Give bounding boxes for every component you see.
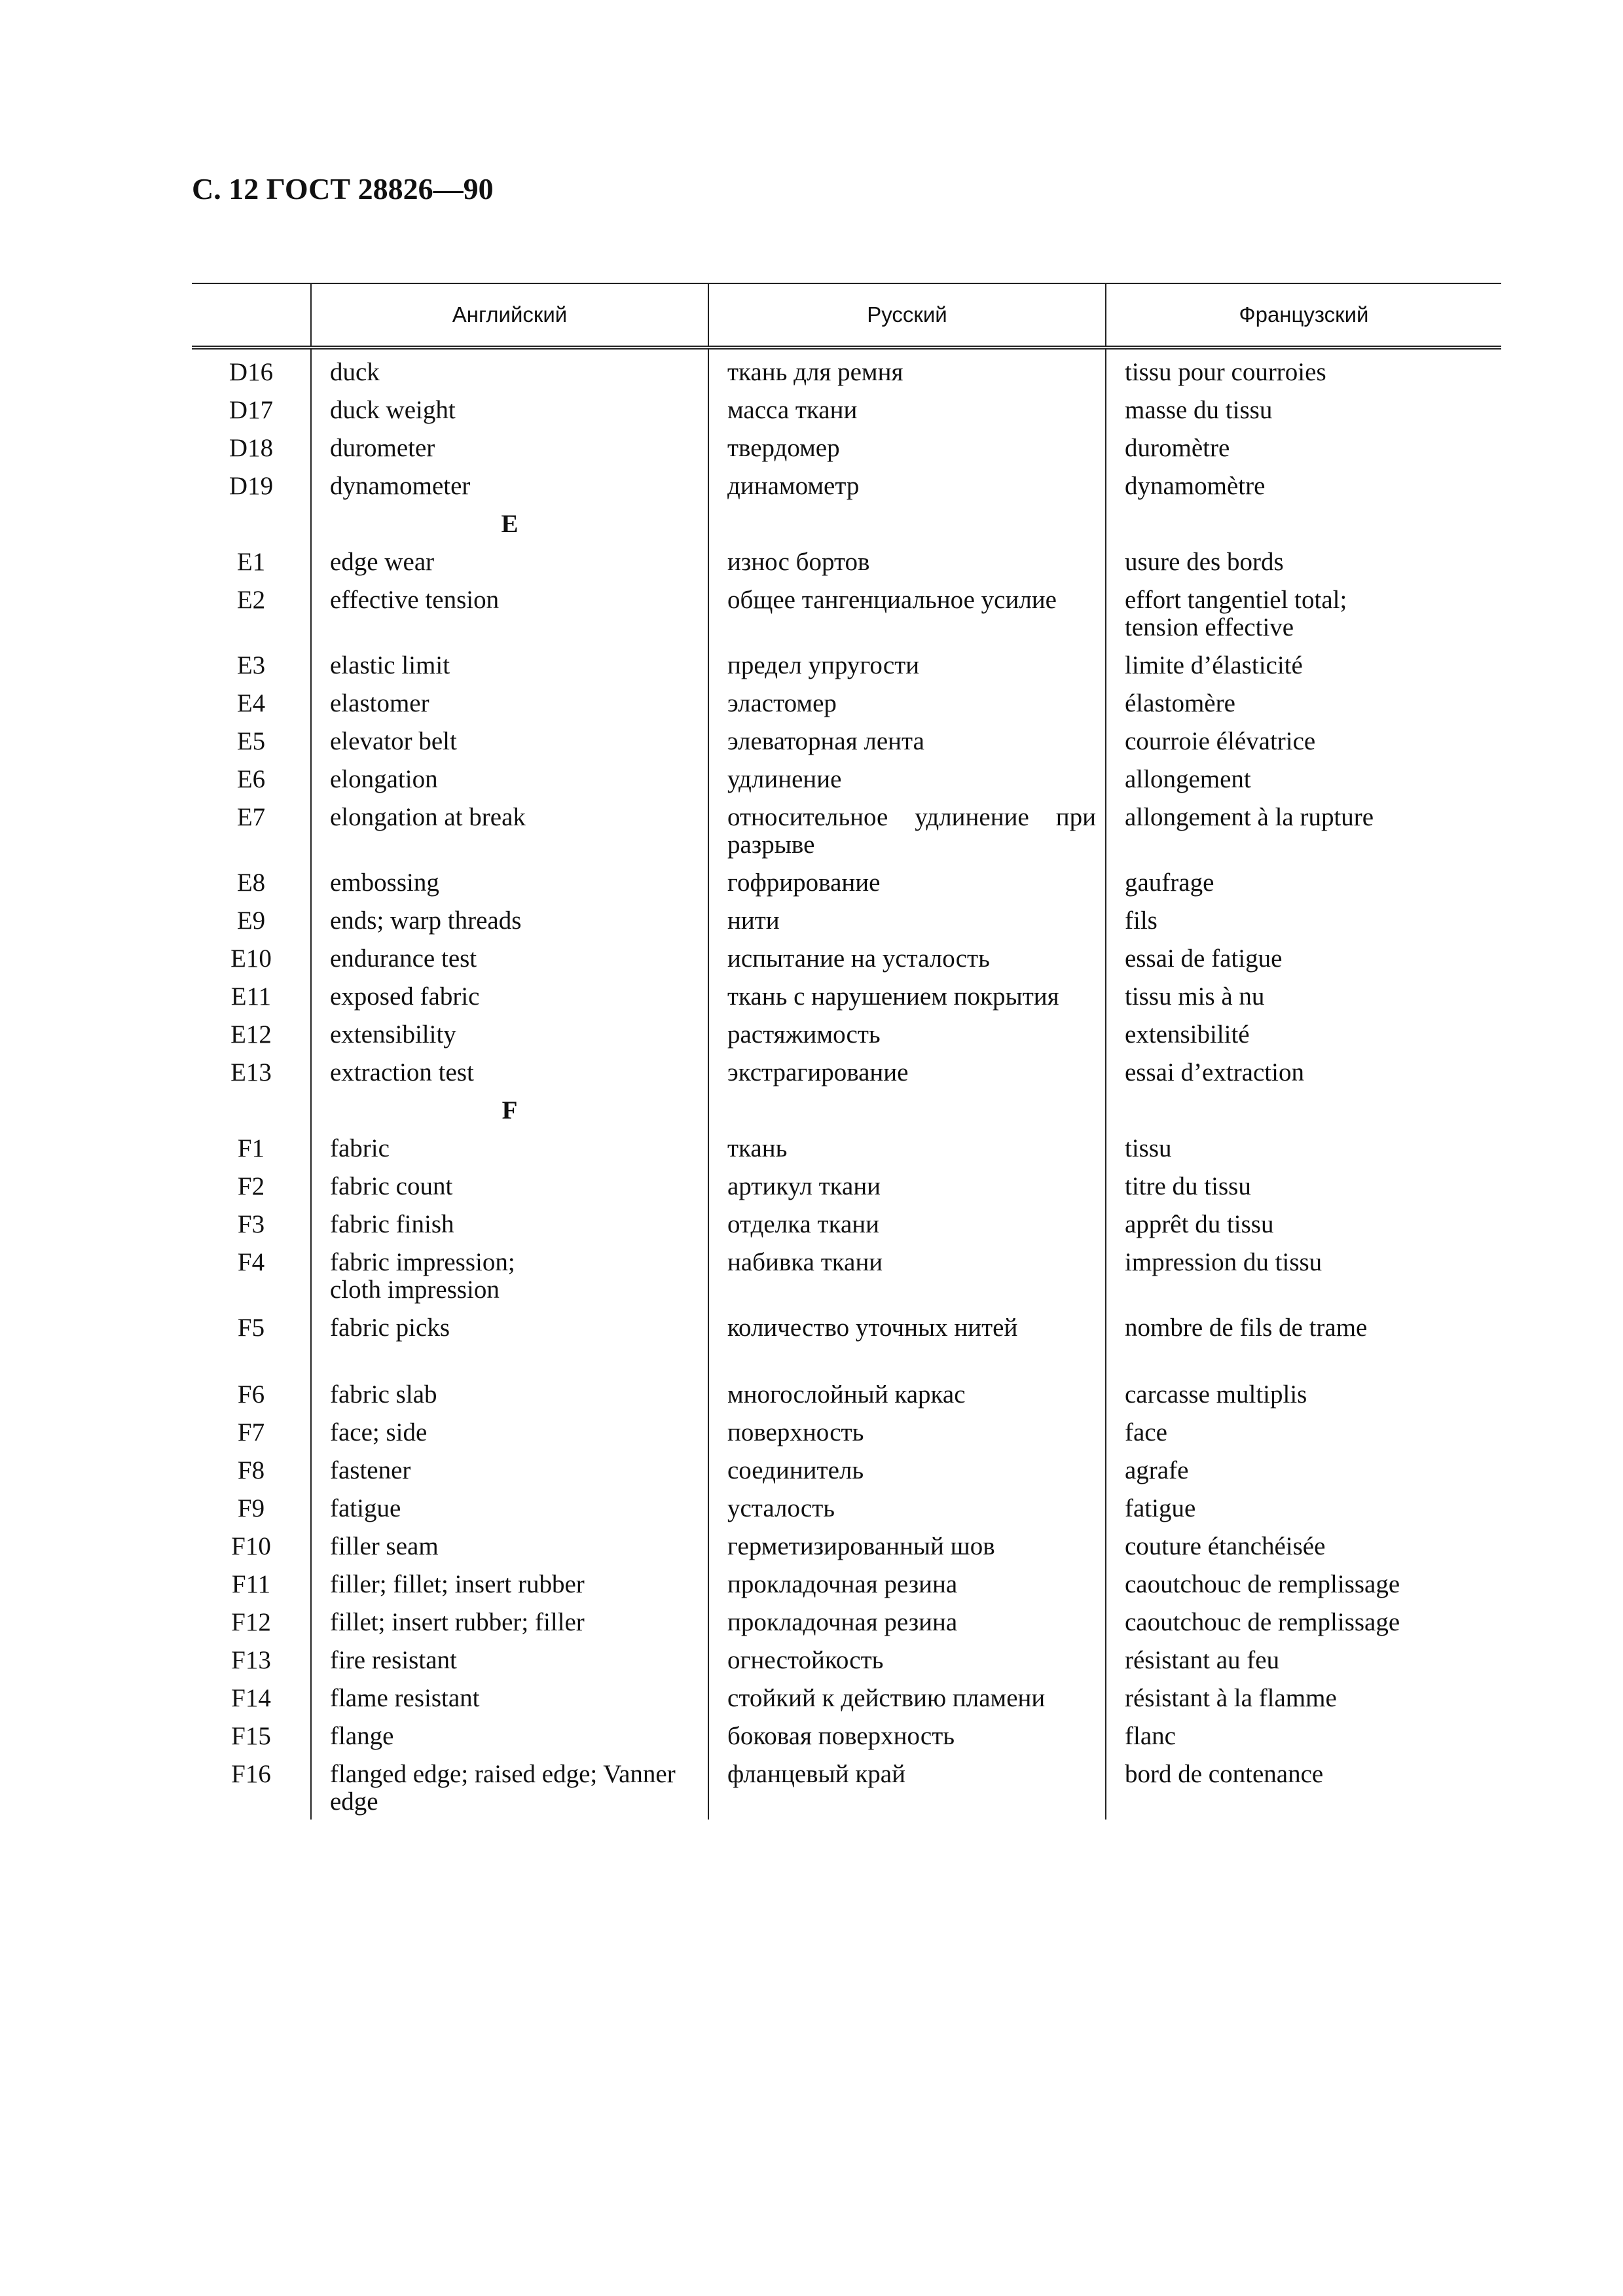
- term-code: F3: [237, 1210, 265, 1238]
- french-term-cell: [1106, 1242, 1501, 1308]
- french-term: impression du tissu: [1125, 1248, 1322, 1276]
- table-row: [192, 1450, 1501, 1488]
- french-term: extensibilité: [1125, 1020, 1250, 1049]
- table-row: [192, 939, 1501, 977]
- english-term: flange: [330, 1722, 394, 1750]
- english-term-cell: [311, 1242, 708, 1308]
- term-code: F15: [231, 1722, 271, 1750]
- french-term-cell: [1106, 542, 1501, 580]
- french-term-cell: [1106, 1204, 1501, 1242]
- russian-term: многослойный каркас: [708, 1374, 1106, 1412]
- empty-cell: [192, 504, 311, 542]
- french-term: limite d’élasticité: [1125, 651, 1303, 679]
- english-term-cell: [311, 1308, 708, 1374]
- russian-term: масса ткани: [708, 390, 1106, 428]
- english-term: fabric slab: [330, 1380, 437, 1408]
- english-term: fabric impression;: [330, 1248, 515, 1276]
- russian-term: растяжимость: [708, 1014, 1106, 1052]
- french-term: dynamomètre: [1125, 472, 1266, 500]
- english-term: effective tension: [330, 586, 500, 614]
- french-term: résistant au feu: [1125, 1646, 1280, 1674]
- russian-term: количество уточных нитей: [708, 1308, 1106, 1374]
- term-code: F4: [237, 1248, 265, 1276]
- table-row: [192, 542, 1501, 580]
- letter-section-row: [192, 1090, 1501, 1128]
- english-term-cell: [311, 348, 708, 390]
- english-term-cell: [311, 645, 708, 683]
- term-code: F8: [237, 1456, 265, 1484]
- english-term-cell: [311, 1754, 708, 1820]
- english-term: fabric picks: [330, 1314, 450, 1342]
- french-term-cell: [1106, 1166, 1501, 1204]
- french-term: fatigue: [1125, 1494, 1196, 1522]
- french-term-cell: [1106, 901, 1501, 939]
- table-row: [192, 1242, 1501, 1308]
- russian-term: прокладочная резина: [708, 1564, 1106, 1602]
- section-letter: E: [311, 504, 708, 542]
- term-code: F1: [237, 1134, 265, 1162]
- english-term-cell: [311, 580, 708, 645]
- russian-term: фланцевый край: [708, 1754, 1106, 1820]
- table-body: [192, 348, 1501, 1820]
- column-header-code: [192, 283, 311, 348]
- table-row: [192, 1052, 1501, 1090]
- letter-section-row: [192, 504, 1501, 542]
- french-term: apprêt du tissu: [1125, 1210, 1274, 1238]
- term-code: E5: [236, 727, 266, 755]
- english-term: duck weight: [330, 396, 456, 424]
- french-term-cell: [1106, 1488, 1501, 1526]
- french-term-cell: [1106, 977, 1501, 1014]
- russian-term: отделка ткани: [708, 1204, 1106, 1242]
- term-code: E13: [230, 1058, 272, 1086]
- english-term-cell: [311, 939, 708, 977]
- english-term: fillet; insert rubber; filler: [330, 1608, 585, 1636]
- empty-cell: [1106, 504, 1501, 542]
- page-header: С. 12 ГОСТ 28826—90: [192, 172, 494, 206]
- english-term-cell: [311, 1204, 708, 1242]
- term-code: F5: [237, 1314, 265, 1342]
- term-code: E1: [236, 548, 266, 576]
- french-term-cell: [1106, 1308, 1501, 1374]
- french-term: allongement à la rupture: [1125, 803, 1374, 831]
- russian-term: экстрагирование: [708, 1052, 1106, 1090]
- english-term-cell: [311, 1166, 708, 1204]
- english-term-cell: [311, 428, 708, 466]
- empty-cell: [1106, 1090, 1501, 1128]
- english-term: edge wear: [330, 548, 435, 576]
- english-term-cell: [311, 1450, 708, 1488]
- table-row: [192, 1204, 1501, 1242]
- french-term: élastomère: [1125, 689, 1235, 717]
- russian-term: предел упругости: [708, 645, 1106, 683]
- english-term: filler; fillet; insert rubber: [330, 1570, 585, 1598]
- french-term: duromètre: [1125, 434, 1230, 462]
- french-term-cell: [1106, 797, 1501, 863]
- english-term-cell: [311, 1678, 708, 1716]
- term-code: E10: [230, 944, 272, 973]
- english-term: durometer: [330, 434, 435, 462]
- english-term: fabric count: [330, 1172, 453, 1200]
- french-term-cell: [1106, 1014, 1501, 1052]
- russian-term: общее тангенциальное усилие: [708, 580, 1106, 645]
- english-term-cell: [311, 1716, 708, 1754]
- french-term-cell: [1106, 759, 1501, 797]
- french-term: essai d’extraction: [1125, 1058, 1304, 1086]
- english-term: duck: [330, 358, 380, 386]
- french-term-cell: [1106, 1602, 1501, 1640]
- french-term: masse du tissu: [1125, 396, 1273, 424]
- table-row: [192, 1412, 1501, 1450]
- english-term-cell: [311, 390, 708, 428]
- table-row: [192, 1716, 1501, 1754]
- english-term-cell: [311, 1526, 708, 1564]
- french-term: tissu pour courroies: [1125, 358, 1326, 386]
- column-header-french: Французский: [1106, 283, 1501, 348]
- french-term: flanc: [1125, 1722, 1176, 1750]
- english-term: elastomer: [330, 689, 429, 717]
- russian-term: элеваторная лента: [708, 721, 1106, 759]
- french-term: caoutchouc de remplissage: [1125, 1608, 1400, 1636]
- french-term-cell: [1106, 1128, 1501, 1166]
- term-code: F12: [231, 1608, 271, 1636]
- french-term: face: [1125, 1418, 1167, 1446]
- table-row: [192, 390, 1501, 428]
- term-code: F10: [231, 1532, 271, 1560]
- english-term-cell: [311, 1052, 708, 1090]
- english-term-cell: [311, 1128, 708, 1166]
- french-term: carcasse multiplis: [1125, 1380, 1307, 1408]
- french-term-cell: [1106, 1374, 1501, 1412]
- english-term-cell: [311, 542, 708, 580]
- table-row: [192, 1754, 1501, 1820]
- term-code: F14: [231, 1684, 271, 1712]
- russian-term: прокладочная резина: [708, 1602, 1106, 1640]
- table-row: [192, 1374, 1501, 1412]
- english-term: face; side: [330, 1418, 428, 1446]
- english-term: fire resistant: [330, 1646, 457, 1674]
- english-term: fabric: [330, 1134, 390, 1162]
- table-row: [192, 1308, 1501, 1374]
- table-header: [192, 283, 1501, 348]
- term-code: E4: [236, 689, 266, 717]
- table-row: [192, 901, 1501, 939]
- table-row: [192, 759, 1501, 797]
- empty-cell: [708, 1090, 1106, 1128]
- french-term-cell: [1106, 390, 1501, 428]
- french-term: allongement: [1125, 765, 1251, 793]
- table-row: [192, 645, 1501, 683]
- english-term: extraction test: [330, 1058, 474, 1086]
- english-term-continuation: edge: [330, 1787, 378, 1816]
- term-code: D19: [228, 472, 274, 500]
- term-code: E12: [230, 1020, 272, 1049]
- french-term: courroie élévatrice: [1125, 727, 1316, 755]
- english-term-cell: [311, 863, 708, 901]
- table-row: [192, 1602, 1501, 1640]
- english-term: filler seam: [330, 1532, 439, 1560]
- french-term: effort tangentiel total;: [1125, 586, 1347, 614]
- russian-term: динамометр: [708, 466, 1106, 504]
- table-row: [192, 428, 1501, 466]
- french-term: caoutchouc de remplissage: [1125, 1570, 1400, 1598]
- russian-term: нити: [708, 901, 1106, 939]
- russian-term: износ бортов: [708, 542, 1106, 580]
- english-term: dynamometer: [330, 472, 471, 500]
- table-row: [192, 1128, 1501, 1166]
- english-term: endurance test: [330, 944, 477, 973]
- english-term: fabric finish: [330, 1210, 454, 1238]
- english-term-cell: [311, 901, 708, 939]
- table-row: [192, 1166, 1501, 1204]
- section-letter: F: [311, 1090, 708, 1128]
- term-code: E9: [236, 906, 266, 935]
- term-code: E8: [236, 869, 266, 897]
- english-term: extensibility: [330, 1020, 456, 1049]
- term-code: E3: [236, 651, 266, 679]
- french-term: gaufrage: [1125, 869, 1214, 897]
- english-term-cell: [311, 1412, 708, 1450]
- russian-term: стойкий к действию пламени: [708, 1678, 1106, 1716]
- russian-term: герметизированный шов: [708, 1526, 1106, 1564]
- french-term-cell: [1106, 1412, 1501, 1450]
- term-code: F9: [237, 1494, 265, 1522]
- russian-term: испытание на усталость: [708, 939, 1106, 977]
- russian-term: эластомер: [708, 683, 1106, 721]
- term-code: F16: [231, 1760, 271, 1788]
- english-term-cell: [311, 466, 708, 504]
- french-term-cell: [1106, 683, 1501, 721]
- french-term: nombre de fils de trame: [1125, 1314, 1368, 1342]
- french-term-cell: [1106, 1716, 1501, 1754]
- table-row: [192, 1488, 1501, 1526]
- table-row: [192, 348, 1501, 390]
- russian-term: артикул ткани: [708, 1166, 1106, 1204]
- term-code: F2: [237, 1172, 265, 1200]
- french-term-cell: [1106, 348, 1501, 390]
- english-term-cell: [311, 1564, 708, 1602]
- english-term: fatigue: [330, 1494, 401, 1522]
- french-term: usure des bords: [1125, 548, 1284, 576]
- table-row: [192, 580, 1501, 645]
- term-code: E6: [236, 765, 266, 793]
- column-header-russian: Русский: [708, 283, 1106, 348]
- empty-cell: [708, 504, 1106, 542]
- french-term: couture étanchéisée: [1125, 1532, 1326, 1560]
- english-term: elastic limit: [330, 651, 450, 679]
- english-term: ends; warp threads: [330, 906, 522, 935]
- russian-term: ткань с нарушением покрытия: [708, 977, 1106, 1014]
- russian-term: соединитель: [708, 1450, 1106, 1488]
- english-term: embossing: [330, 869, 439, 897]
- english-term: fastener: [330, 1456, 411, 1484]
- russian-term: ткань для ремня: [708, 348, 1106, 390]
- french-term: fils: [1125, 906, 1158, 935]
- french-term-cell: [1106, 1640, 1501, 1678]
- english-term: exposed fabric: [330, 982, 480, 1011]
- russian-term: огнестойкость: [708, 1640, 1106, 1678]
- french-term: agrafe: [1125, 1456, 1189, 1484]
- english-term-cell: [311, 1640, 708, 1678]
- french-term-cell: [1106, 466, 1501, 504]
- glossary-table: [192, 283, 1501, 1820]
- russian-term: удлинение: [708, 759, 1106, 797]
- column-header-english: Английский: [311, 283, 708, 348]
- english-term-cell: [311, 759, 708, 797]
- table-row: [192, 977, 1501, 1014]
- english-term-cell: [311, 1014, 708, 1052]
- french-term-cell: [1106, 1052, 1501, 1090]
- table-row: [192, 1526, 1501, 1564]
- term-code: D18: [228, 434, 274, 462]
- empty-cell: [192, 1090, 311, 1128]
- table-row: [192, 797, 1501, 863]
- french-term: titre du tissu: [1125, 1172, 1251, 1200]
- french-term: essai de fatigue: [1125, 944, 1283, 973]
- term-code: E11: [230, 982, 272, 1011]
- english-term-continuation: cloth impression: [330, 1276, 500, 1304]
- french-term-cell: [1106, 721, 1501, 759]
- russian-term: усталость: [708, 1488, 1106, 1526]
- russian-term: гофрирование: [708, 863, 1106, 901]
- english-term-cell: [311, 1374, 708, 1412]
- table-row: [192, 1564, 1501, 1602]
- english-term-cell: [311, 721, 708, 759]
- russian-term: твердомер: [708, 428, 1106, 466]
- english-term-cell: [311, 1602, 708, 1640]
- term-code: F6: [237, 1380, 265, 1408]
- english-term: flanged edge; raised edge; Vanner: [330, 1760, 676, 1788]
- french-term-continuation: tension effective: [1125, 613, 1294, 641]
- french-term-cell: [1106, 1526, 1501, 1564]
- english-term-cell: [311, 1488, 708, 1526]
- french-term: résistant à la flamme: [1125, 1684, 1337, 1712]
- table-row: [192, 863, 1501, 901]
- russian-term: боковая поверхность: [708, 1716, 1106, 1754]
- term-code: F11: [231, 1570, 271, 1598]
- russian-term: относительное удлинение при разрыве: [708, 797, 1106, 863]
- russian-term: ткань: [708, 1128, 1106, 1166]
- table-row: [192, 1678, 1501, 1716]
- english-term: elongation: [330, 765, 438, 793]
- french-term-cell: [1106, 939, 1501, 977]
- table-row: [192, 1014, 1501, 1052]
- russian-term: поверхность: [708, 1412, 1106, 1450]
- table-row: [192, 683, 1501, 721]
- term-code: D17: [228, 396, 274, 424]
- french-term-cell: [1106, 863, 1501, 901]
- english-term: elevator belt: [330, 727, 457, 755]
- term-code: E7: [236, 803, 266, 831]
- english-term-cell: [311, 797, 708, 863]
- term-code: E2: [236, 586, 266, 614]
- term-code: D16: [228, 358, 274, 386]
- table-row: [192, 466, 1501, 504]
- english-term: elongation at break: [330, 803, 526, 831]
- french-term: bord de contenance: [1125, 1760, 1324, 1788]
- english-term: flame resistant: [330, 1684, 480, 1712]
- english-term-cell: [311, 683, 708, 721]
- french-term-cell: [1106, 1564, 1501, 1602]
- french-term-cell: [1106, 1754, 1501, 1820]
- english-term-cell: [311, 977, 708, 1014]
- french-term-cell: [1106, 645, 1501, 683]
- french-term: tissu mis à nu: [1125, 982, 1265, 1011]
- table-row: [192, 1640, 1501, 1678]
- french-term-cell: [1106, 1678, 1501, 1716]
- french-term-cell: [1106, 428, 1501, 466]
- term-code: F13: [231, 1646, 271, 1674]
- russian-term: набивка ткани: [708, 1242, 1106, 1308]
- french-term-cell: [1106, 1450, 1501, 1488]
- french-term: tissu: [1125, 1134, 1172, 1162]
- table-row: [192, 721, 1501, 759]
- french-term-cell: [1106, 580, 1501, 645]
- term-code: F7: [237, 1418, 265, 1446]
